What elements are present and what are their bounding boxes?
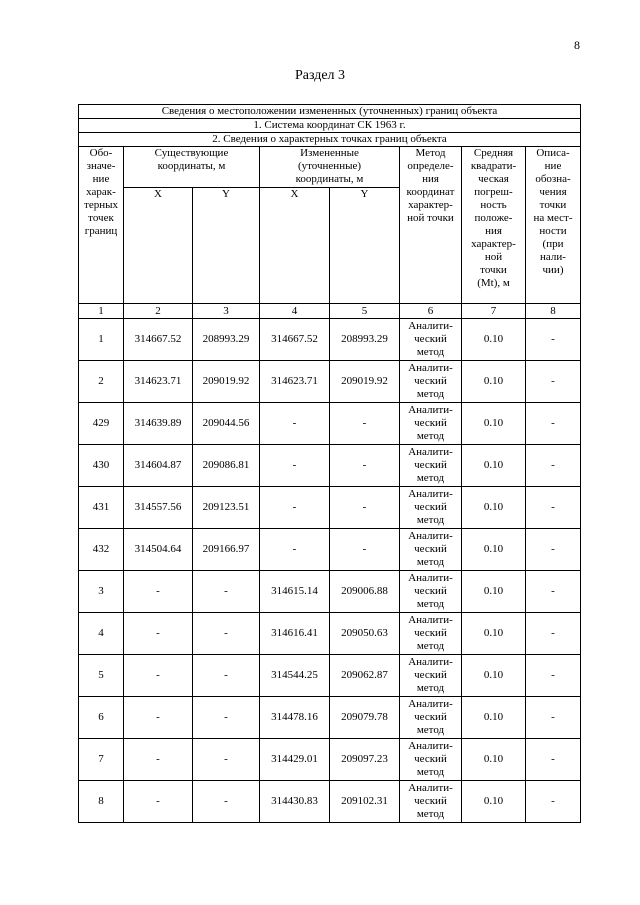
- table-row: [79, 781, 581, 823]
- cell-point-id: 5: [79, 655, 124, 697]
- cell-description: -: [526, 487, 581, 529]
- column-number: 1: [79, 304, 124, 319]
- cell-existing-x: 314667.52: [124, 319, 193, 361]
- cell-existing-y: -: [193, 655, 260, 697]
- cell-changed-x: -: [260, 487, 330, 529]
- cell-existing-y: 209123.51: [193, 487, 260, 529]
- cell-method: Аналити- ческий метод: [400, 697, 462, 739]
- cell-existing-y: 208993.29: [193, 319, 260, 361]
- cell-method: Аналити- ческий метод: [400, 739, 462, 781]
- cell-point-id: 430: [79, 445, 124, 487]
- cell-description: -: [526, 403, 581, 445]
- cell-accuracy: 0.10: [462, 445, 526, 487]
- cell-changed-y: 209062.87: [330, 655, 400, 697]
- cell-changed-y: 209019.92: [330, 361, 400, 403]
- page-number: 8: [574, 38, 580, 52]
- cell-accuracy: 0.10: [462, 403, 526, 445]
- cell-point-id: 7: [79, 739, 124, 781]
- table-row: [79, 361, 581, 403]
- cell-accuracy: 0.10: [462, 361, 526, 403]
- section-title: Раздел 3: [294, 68, 346, 83]
- header-existing-x: X: [124, 188, 193, 304]
- cell-method: Аналити- ческий метод: [400, 361, 462, 403]
- cell-accuracy: 0.10: [462, 781, 526, 823]
- coordinates-table: [78, 104, 581, 823]
- table-row: [79, 655, 581, 697]
- cell-changed-y: -: [330, 487, 400, 529]
- column-number: 5: [330, 304, 400, 319]
- cell-changed-y: 209079.78: [330, 697, 400, 739]
- cell-accuracy: 0.10: [462, 739, 526, 781]
- table-title: Сведения о местоположении измененных (уточненных) границ объекта: [79, 105, 581, 119]
- cell-changed-x: 314623.71: [260, 361, 330, 403]
- header-changed-y: Y: [330, 188, 400, 304]
- cell-changed-y: 209050.63: [330, 613, 400, 655]
- cell-changed-x: -: [260, 529, 330, 571]
- cell-changed-y: -: [330, 445, 400, 487]
- column-number: 4: [260, 304, 330, 319]
- cell-existing-x: -: [124, 655, 193, 697]
- cell-existing-y: -: [193, 739, 260, 781]
- cell-existing-x: 314623.71: [124, 361, 193, 403]
- header-description: Описа- ние обозна- чения точки на мест- ности (при нали- чии): [526, 147, 581, 304]
- cell-existing-y: 209166.97: [193, 529, 260, 571]
- cell-existing-x: 314604.87: [124, 445, 193, 487]
- cell-changed-x: 314430.83: [260, 781, 330, 823]
- cell-changed-x: -: [260, 445, 330, 487]
- cell-description: -: [526, 655, 581, 697]
- cell-accuracy: 0.10: [462, 571, 526, 613]
- points-info-label: 2. Сведения о характерных точках границ объекта: [79, 133, 581, 147]
- cell-existing-x: -: [124, 697, 193, 739]
- cell-accuracy: 0.10: [462, 319, 526, 361]
- cell-changed-x: 314544.25: [260, 655, 330, 697]
- cell-changed-y: -: [330, 529, 400, 571]
- cell-description: -: [526, 319, 581, 361]
- cell-accuracy: 0.10: [462, 529, 526, 571]
- cell-existing-x: -: [124, 781, 193, 823]
- cell-existing-y: 209019.92: [193, 361, 260, 403]
- cell-description: -: [526, 445, 581, 487]
- cell-existing-y: -: [193, 571, 260, 613]
- cell-method: Аналити- ческий метод: [400, 529, 462, 571]
- cell-changed-x: 314615.14: [260, 571, 330, 613]
- cell-description: -: [526, 361, 581, 403]
- column-number: 8: [526, 304, 581, 319]
- cell-changed-x: 314478.16: [260, 697, 330, 739]
- table-title-row: [79, 105, 581, 119]
- table-row: [79, 487, 581, 529]
- cell-description: -: [526, 781, 581, 823]
- table-row: [79, 403, 581, 445]
- cell-changed-y: 209097.23: [330, 739, 400, 781]
- cell-description: -: [526, 529, 581, 571]
- table-row: [79, 319, 581, 361]
- column-number: 3: [193, 304, 260, 319]
- header-changed-x: X: [260, 188, 330, 304]
- cell-description: -: [526, 739, 581, 781]
- cell-changed-x: 314616.41: [260, 613, 330, 655]
- cell-existing-x: 314639.89: [124, 403, 193, 445]
- cell-point-id: 3: [79, 571, 124, 613]
- cell-changed-y: 208993.29: [330, 319, 400, 361]
- coordinate-system-label: 1. Система координат СК 1963 г.: [79, 119, 581, 133]
- cell-method: Аналити- ческий метод: [400, 445, 462, 487]
- column-number: 6: [400, 304, 462, 319]
- header-point-designation: Обо- значе- ние харак- терных точек границ: [79, 147, 124, 304]
- cell-description: -: [526, 697, 581, 739]
- cell-accuracy: 0.10: [462, 697, 526, 739]
- cell-changed-x: 314429.01: [260, 739, 330, 781]
- cell-point-id: 8: [79, 781, 124, 823]
- column-header-row: [79, 147, 581, 188]
- table-row: [79, 739, 581, 781]
- cell-existing-x: -: [124, 613, 193, 655]
- cell-accuracy: 0.10: [462, 487, 526, 529]
- cell-existing-x: -: [124, 571, 193, 613]
- cell-existing-y: -: [193, 613, 260, 655]
- cell-existing-y: -: [193, 781, 260, 823]
- cell-existing-y: 209044.56: [193, 403, 260, 445]
- cell-existing-y: -: [193, 697, 260, 739]
- table-row: [79, 445, 581, 487]
- header-changed-coordinates: Измененные (уточненные) координаты, м: [260, 147, 400, 188]
- cell-point-id: 432: [79, 529, 124, 571]
- cell-method: Аналити- ческий метод: [400, 319, 462, 361]
- table-row: [79, 529, 581, 571]
- cell-changed-x: 314667.52: [260, 319, 330, 361]
- cell-point-id: 4: [79, 613, 124, 655]
- cell-method: Аналити- ческий метод: [400, 571, 462, 613]
- cell-method: Аналити- ческий метод: [400, 487, 462, 529]
- table-row: [79, 571, 581, 613]
- column-number: 7: [462, 304, 526, 319]
- header-method: Метод определе- ния координат характер- ной точки: [400, 147, 462, 304]
- table-row: [79, 613, 581, 655]
- cell-point-id: 6: [79, 697, 124, 739]
- column-number: 2: [124, 304, 193, 319]
- cell-point-id: 431: [79, 487, 124, 529]
- header-existing-coordinates: Существующие координаты, м: [124, 147, 260, 188]
- cell-accuracy: 0.10: [462, 613, 526, 655]
- cell-changed-x: -: [260, 403, 330, 445]
- cell-existing-x: -: [124, 739, 193, 781]
- cell-existing-x: 314504.64: [124, 529, 193, 571]
- cell-description: -: [526, 571, 581, 613]
- cell-method: Аналити- ческий метод: [400, 613, 462, 655]
- cell-changed-y: -: [330, 403, 400, 445]
- cell-method: Аналити- ческий метод: [400, 403, 462, 445]
- cell-changed-y: 209006.88: [330, 571, 400, 613]
- header-accuracy: Средняя квадрати- ческая погреш- ность положе- ния характер- ной точки (Mt), м: [462, 147, 526, 304]
- coordinate-system-row: [79, 119, 581, 133]
- cell-changed-y: 209102.31: [330, 781, 400, 823]
- cell-description: -: [526, 613, 581, 655]
- cell-method: Аналити- ческий метод: [400, 781, 462, 823]
- cell-point-id: 429: [79, 403, 124, 445]
- cell-accuracy: 0.10: [462, 655, 526, 697]
- cell-method: Аналити- ческий метод: [400, 655, 462, 697]
- cell-point-id: 2: [79, 361, 124, 403]
- cell-existing-x: 314557.56: [124, 487, 193, 529]
- column-numbers-row: [79, 304, 581, 319]
- cell-existing-y: 209086.81: [193, 445, 260, 487]
- cell-point-id: 1: [79, 319, 124, 361]
- points-info-row: [79, 133, 581, 147]
- header-existing-y: Y: [193, 188, 260, 304]
- table-row: [79, 697, 581, 739]
